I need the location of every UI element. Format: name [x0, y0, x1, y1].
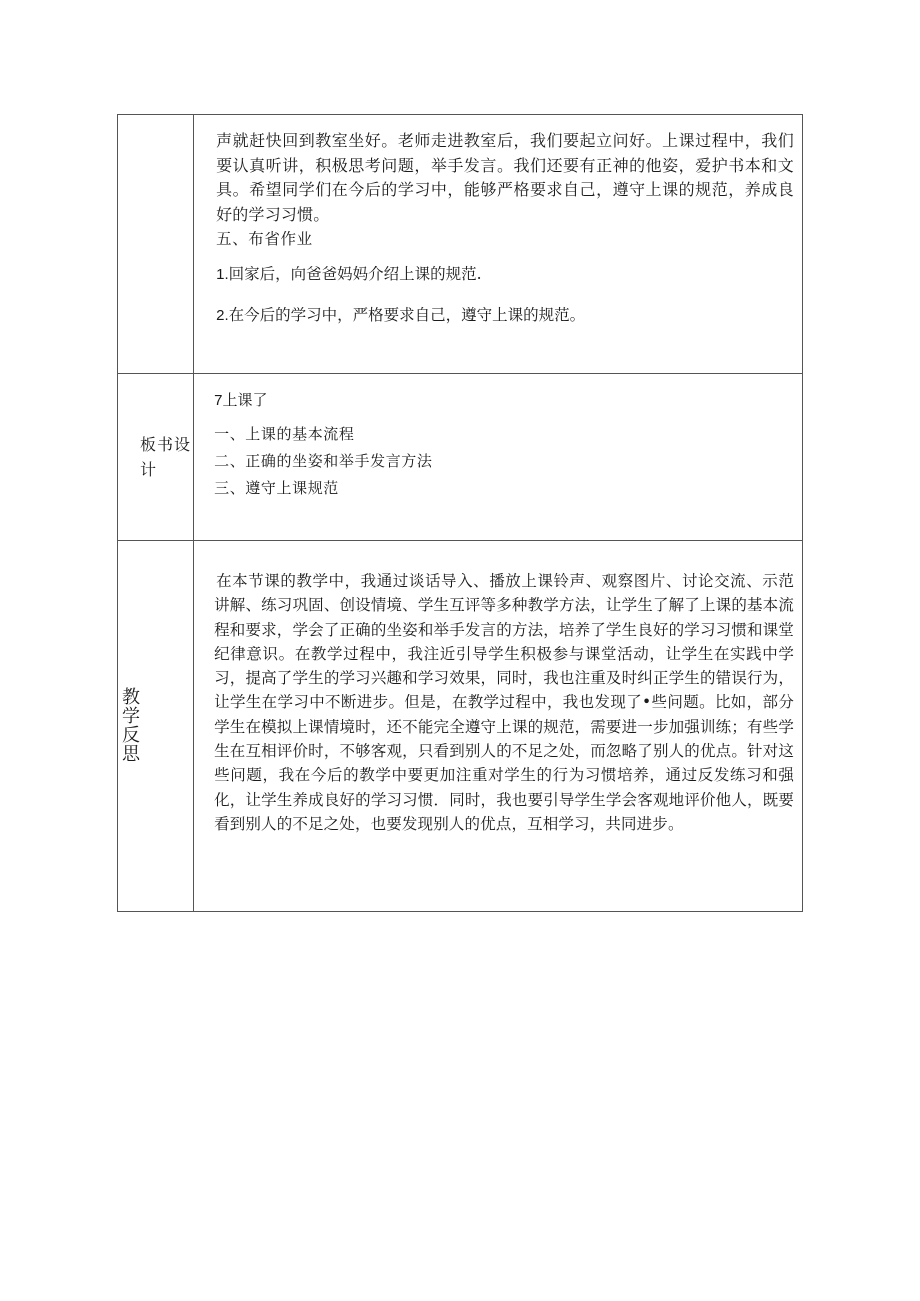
homework-item — [216, 305, 794, 326]
closing-paragraph: 声就赶快回到教室坐好。老师走进教室后，我们要起立问好。上课过程中，我们要认真听讲，积极思考问题，举手发言。我们还要有正神的他姿，爱护书本和文具。希望同学们在今后的学习中，能够严格要求自己，遵守上课的规范，养成良好的学习习惯。 — [216, 131, 794, 224]
teaching-reflection-label: 教学反思 — [122, 687, 140, 765]
row-content-cell — [194, 541, 803, 912]
board-title — [214, 390, 794, 411]
table-row — [118, 115, 803, 374]
homework-item-text: 在今后的学习中，严格要求自己，遵守上课的规范。 — [228, 306, 586, 324]
row-content-cell — [194, 374, 803, 541]
lesson-plan-table — [117, 114, 803, 912]
board-title-number: 7 — [214, 392, 223, 409]
board-item: 二、正确的坐姿和举手发言方法 — [214, 452, 433, 470]
homework-item-text: 回家后，向爸爸妈妈介绍上课的规范. — [228, 265, 482, 283]
homework-heading: 五、布省作业 — [216, 230, 313, 248]
homework-item-number: 1. — [216, 266, 229, 283]
table-row — [118, 374, 803, 541]
board-item: 一、上课的基本流程 — [214, 425, 355, 443]
homework-item-number: 2. — [216, 307, 229, 324]
row-label-cell — [118, 115, 194, 374]
reflection-paragraph: 在本节课的教学中，我通过谈话导入、播放上课铃声、观察图片、讨论交流、示范讲解、练习巩固、创设情境、学生互评等多种教学方法，让学生了解了上课的基本流程和要求，学会了正确的坐姿和举手发言的方法，培养了学生良好的学习习惯和课堂纪律意识。在教学过程中，我注近引导学生积极参与课堂活动，让学生在实践中学习，提高了学生的学习兴趣和学习效果，同时，我也注重及时纠正学生的错误行为，让学生在学习中不断进步。但是，在教学过程中，我也发现了•些问题。比如，部分学生在模拟上课情境时，还不能完全遵守上课的规范，需要进一步加强训练；有些学生在互相评价时，不够客观，只看到别人的不足之处，而忽略了别人的优点。针对这些问题，我在今后的教学中要更加注重对学生的行为习惯培养，通过反发练习和强化，让学生养成良好的学习习惯．同时，我也要引导学生学会客观地评价他人，既要看到别人的不足之处，也要发现别人的优点，互相学习，共同进步。 — [214, 572, 794, 833]
table-row — [118, 541, 803, 912]
board-design-label: 板书设计 — [140, 435, 192, 479]
homework-item — [216, 264, 794, 285]
row-label-cell — [118, 374, 194, 541]
row-content-cell — [194, 115, 803, 374]
row-label-cell — [118, 541, 194, 912]
board-item: 三、遵守上课规范 — [214, 479, 339, 497]
board-title-text: 上课了 — [222, 391, 268, 409]
